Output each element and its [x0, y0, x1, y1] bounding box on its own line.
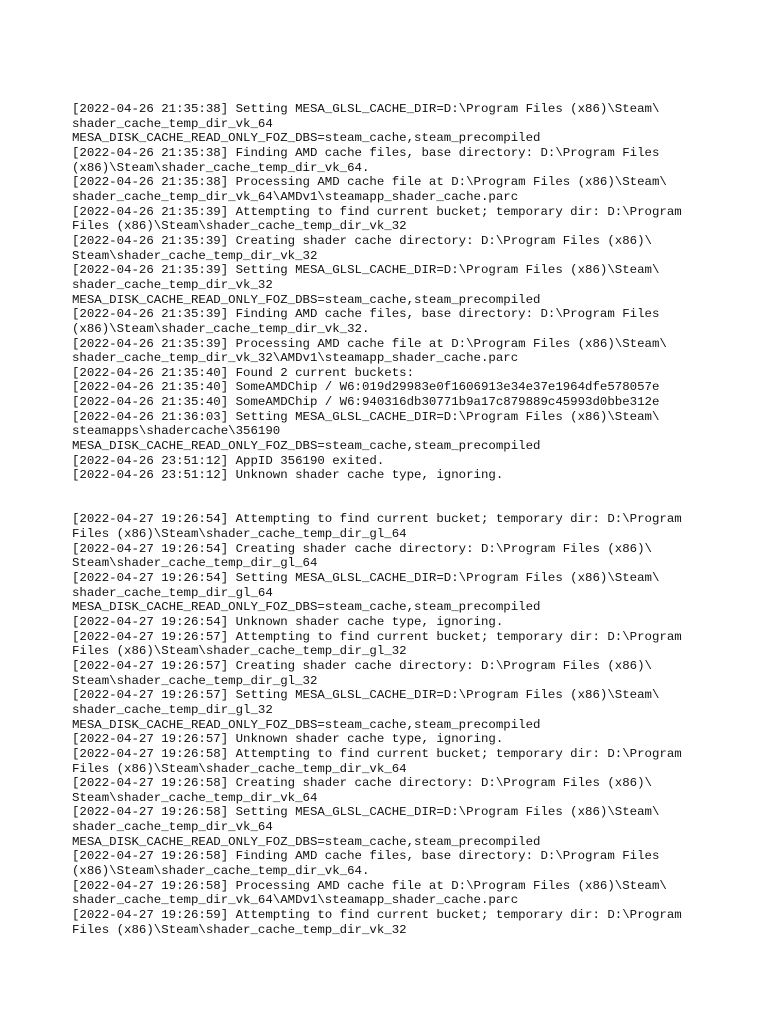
log-line: [2022-04-26 23:51:12] Unknown shader cache type, ignoring. — [72, 468, 504, 483]
log-line: [2022-04-26 21:35:39] Finding AMD cache files, base directory: D:\Program Files — [72, 307, 660, 322]
log-line: Files (x86)\Steam\shader_cache_temp_dir_gl_32 — [72, 644, 407, 659]
log-line: Files (x86)\Steam\shader_cache_temp_dir_vk_32 — [72, 219, 407, 234]
log-line: shader_cache_temp_dir_vk_64\AMDv1\steamapp_shader_cache.parc — [72, 189, 519, 204]
log-line: [2022-04-27 19:26:57] Creating shader cache directory: D:\Program Files (x86)\ — [72, 658, 652, 673]
log-line: shader_cache_temp_dir_vk_64 — [72, 820, 273, 835]
log-line: [2022-04-27 19:26:59] Attempting to find current bucket; temporary dir: D:\Program — [72, 908, 682, 923]
log-line: [2022-04-27 19:26:57] Unknown shader cache type, ignoring. — [72, 732, 504, 747]
log-line: MESA_DISK_CACHE_READ_ONLY_FOZ_DBS=steam_cache,steam_precompiled — [72, 131, 541, 146]
log-line: MESA_DISK_CACHE_READ_ONLY_FOZ_DBS=steam_cache,steam_precompiled — [72, 834, 541, 849]
log-line: [2022-04-26 21:35:40] SomeAMDChip / W6:940316db30771b9a17c879889c45993d0bbe312e — [72, 395, 660, 410]
log-line: [2022-04-26 21:35:38] Finding AMD cache files, base directory: D:\Program Files — [72, 145, 660, 160]
log-line: [2022-04-27 19:26:58] Finding AMD cache files, base directory: D:\Program Files — [72, 849, 660, 864]
log-line: MESA_DISK_CACHE_READ_ONLY_FOZ_DBS=steam_cache,steam_precompiled — [72, 439, 541, 454]
log-line: (x86)\Steam\shader_cache_temp_dir_vk_64. — [72, 864, 370, 879]
log-line: [2022-04-27 19:26:58] Creating shader cache directory: D:\Program Files (x86)\ — [72, 776, 652, 791]
log-line: Steam\shader_cache_temp_dir_gl_32 — [72, 673, 318, 688]
log-line: [2022-04-27 19:26:58] Setting MESA_GLSL_CACHE_DIR=D:\Program Files (x86)\Steam\ — [72, 805, 660, 820]
log-line: (x86)\Steam\shader_cache_temp_dir_vk_32. — [72, 321, 370, 336]
log-line: [2022-04-26 21:35:38] Processing AMD cache file at D:\Program Files (x86)\Steam\ — [72, 175, 667, 190]
log-line: shader_cache_temp_dir_vk_32\AMDv1\steamapp_shader_cache.parc — [72, 351, 519, 366]
log-line: steamapps\shadercache\356190 — [72, 424, 281, 439]
log-line: [2022-04-26 21:35:40] SomeAMDChip / W6:019d29983e0f1606913e34e37e1964dfe578057e — [72, 380, 660, 395]
log-line: [2022-04-27 19:26:54] Attempting to find current bucket; temporary dir: D:\Program — [72, 512, 682, 527]
log-line: Steam\shader_cache_temp_dir_gl_64 — [72, 556, 318, 571]
log-document — [72, 102, 712, 937]
log-line: (x86)\Steam\shader_cache_temp_dir_vk_64. — [72, 160, 370, 175]
log-line: Steam\shader_cache_temp_dir_vk_64 — [72, 790, 318, 805]
log-block — [72, 512, 712, 937]
log-line: [2022-04-26 23:51:12] AppID 356190 exited. — [72, 453, 385, 468]
log-line: Files (x86)\Steam\shader_cache_temp_dir_gl_64 — [72, 527, 407, 542]
log-line: shader_cache_temp_dir_vk_64\AMDv1\steamapp_shader_cache.parc — [72, 893, 519, 908]
log-line: [2022-04-27 19:26:54] Unknown shader cache type, ignoring. — [72, 614, 504, 629]
log-block — [72, 102, 712, 483]
log-line: [2022-04-26 21:35:40] Found 2 current buckets: — [72, 365, 415, 380]
log-line: [2022-04-26 21:35:38] Setting MESA_GLSL_CACHE_DIR=D:\Program Files (x86)\Steam\ — [72, 102, 660, 116]
log-line: [2022-04-26 21:35:39] Attempting to find current bucket; temporary dir: D:\Program — [72, 204, 682, 219]
log-line: shader_cache_temp_dir_vk_32 — [72, 277, 273, 292]
log-line: Steam\shader_cache_temp_dir_vk_32 — [72, 248, 318, 263]
log-line: [2022-04-26 21:35:39] Creating shader cache directory: D:\Program Files (x86)\ — [72, 233, 652, 248]
log-line: Files (x86)\Steam\shader_cache_temp_dir_vk_64 — [72, 761, 407, 776]
log-line: [2022-04-26 21:35:39] Processing AMD cache file at D:\Program Files (x86)\Steam\ — [72, 336, 667, 351]
log-line: [2022-04-27 19:26:57] Attempting to find current bucket; temporary dir: D:\Program — [72, 629, 682, 644]
log-line: [2022-04-27 19:26:54] Creating shader cache directory: D:\Program Files (x86)\ — [72, 541, 652, 556]
log-line: [2022-04-27 19:26:58] Attempting to find current bucket; temporary dir: D:\Program — [72, 746, 682, 761]
log-line: shader_cache_temp_dir_gl_32 — [72, 702, 273, 717]
log-line: shader_cache_temp_dir_gl_64 — [72, 585, 273, 600]
log-line: MESA_DISK_CACHE_READ_ONLY_FOZ_DBS=steam_cache,steam_precompiled — [72, 600, 541, 615]
log-line: [2022-04-26 21:35:39] Setting MESA_GLSL_CACHE_DIR=D:\Program Files (x86)\Steam\ — [72, 263, 660, 278]
log-line: MESA_DISK_CACHE_READ_ONLY_FOZ_DBS=steam_cache,steam_precompiled — [72, 717, 541, 732]
log-line: [2022-04-26 21:36:03] Setting MESA_GLSL_CACHE_DIR=D:\Program Files (x86)\Steam\ — [72, 409, 660, 424]
log-line: [2022-04-27 19:26:58] Processing AMD cache file at D:\Program Files (x86)\Steam\ — [72, 878, 667, 893]
log-line: shader_cache_temp_dir_vk_64 — [72, 116, 273, 131]
log-line: MESA_DISK_CACHE_READ_ONLY_FOZ_DBS=steam_cache,steam_precompiled — [72, 292, 541, 307]
log-line: [2022-04-27 19:26:54] Setting MESA_GLSL_CACHE_DIR=D:\Program Files (x86)\Steam\ — [72, 570, 660, 585]
log-line: Files (x86)\Steam\shader_cache_temp_dir_vk_32 — [72, 922, 407, 937]
log-line: [2022-04-27 19:26:57] Setting MESA_GLSL_CACHE_DIR=D:\Program Files (x86)\Steam\ — [72, 688, 660, 703]
